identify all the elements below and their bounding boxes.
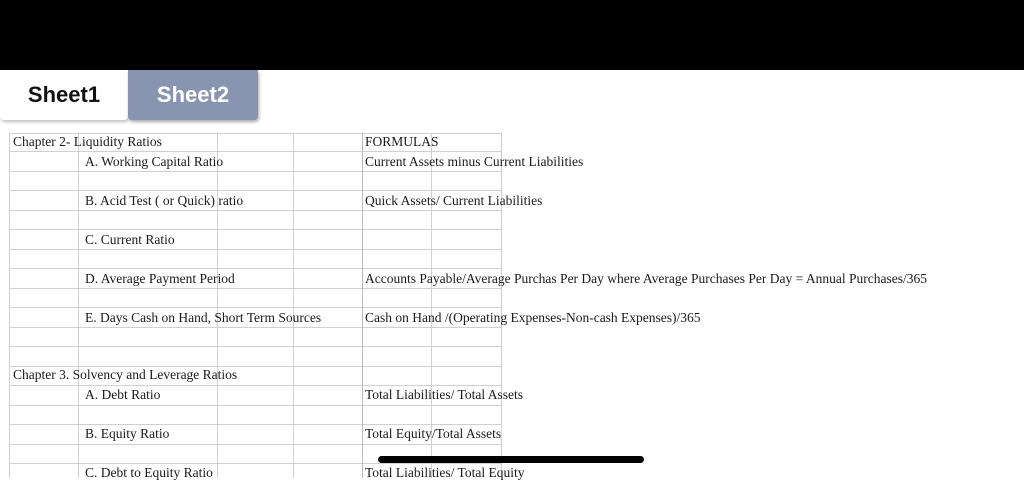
ratio-formula[interactable]: Current Assets minus Current Liabilities <box>365 154 584 169</box>
grid-line <box>9 463 502 464</box>
grid-line <box>9 133 10 478</box>
grid-line <box>9 190 502 191</box>
grid-line <box>217 133 218 478</box>
formulas-heading[interactable]: FORMULAS <box>365 134 439 149</box>
grid-line <box>9 249 502 250</box>
chapter3-heading[interactable]: Chapter 3. Solvency and Leverage Ratios <box>13 367 238 382</box>
chapter2-heading[interactable]: Chapter 2- Liquidity Ratios <box>13 134 162 149</box>
grid-line <box>78 133 79 478</box>
grid-line <box>9 210 502 211</box>
home-indicator-bar[interactable] <box>378 456 644 463</box>
ratio-formula[interactable]: Total Equity/Total Assets <box>365 426 502 441</box>
grid-line <box>362 133 363 478</box>
ratio-label[interactable]: D. Average Payment Period <box>85 271 235 286</box>
grid-line <box>9 327 502 328</box>
grid-line <box>9 268 502 269</box>
ratio-formula[interactable]: Cash on Hand /(Operating Expenses-Non-cash Expenses)/365 <box>365 310 701 325</box>
ratio-formula[interactable]: Total Liabilities/ Total Equity <box>365 465 525 480</box>
ratio-formula[interactable]: Total Liabilities/ Total Assets <box>365 387 523 402</box>
grid-line <box>9 288 502 289</box>
grid-line <box>9 229 502 230</box>
grid-line <box>9 307 502 308</box>
tab-sheet1[interactable]: Sheet1 <box>0 70 128 120</box>
tab-sheet2[interactable]: Sheet2 <box>128 70 258 120</box>
ratio-formula[interactable]: Quick Assets/ Current Liabilities <box>365 193 543 208</box>
ratio-label[interactable]: A. Debt Ratio <box>85 387 161 402</box>
grid-line <box>9 424 502 425</box>
grid-line <box>501 133 502 478</box>
ratio-label[interactable]: A. Working Capital Ratio <box>85 154 224 169</box>
ratio-formula[interactable]: Accounts Payable/Average Purchas Per Day where Average Purchases Per Day = Annual Purchases/365 <box>365 271 927 286</box>
ratio-label[interactable]: C. Current Ratio <box>85 232 175 247</box>
ratio-label[interactable]: B. Equity Ratio <box>85 426 170 441</box>
ratio-label[interactable]: C. Debt to Equity Ratio <box>85 465 213 480</box>
grid-line <box>9 444 502 445</box>
grid-line <box>9 346 502 347</box>
grid-line <box>9 405 502 406</box>
grid-line <box>9 151 502 152</box>
top-black-bar <box>0 0 1024 70</box>
grid-line <box>293 133 294 478</box>
grid-line <box>9 171 502 172</box>
ratio-label[interactable]: E. Days Cash on Hand, Short Term Sources <box>85 310 322 325</box>
grid-line <box>9 385 502 386</box>
ratio-label[interactable]: B. Acid Test ( or Quick) ratio <box>85 193 244 208</box>
